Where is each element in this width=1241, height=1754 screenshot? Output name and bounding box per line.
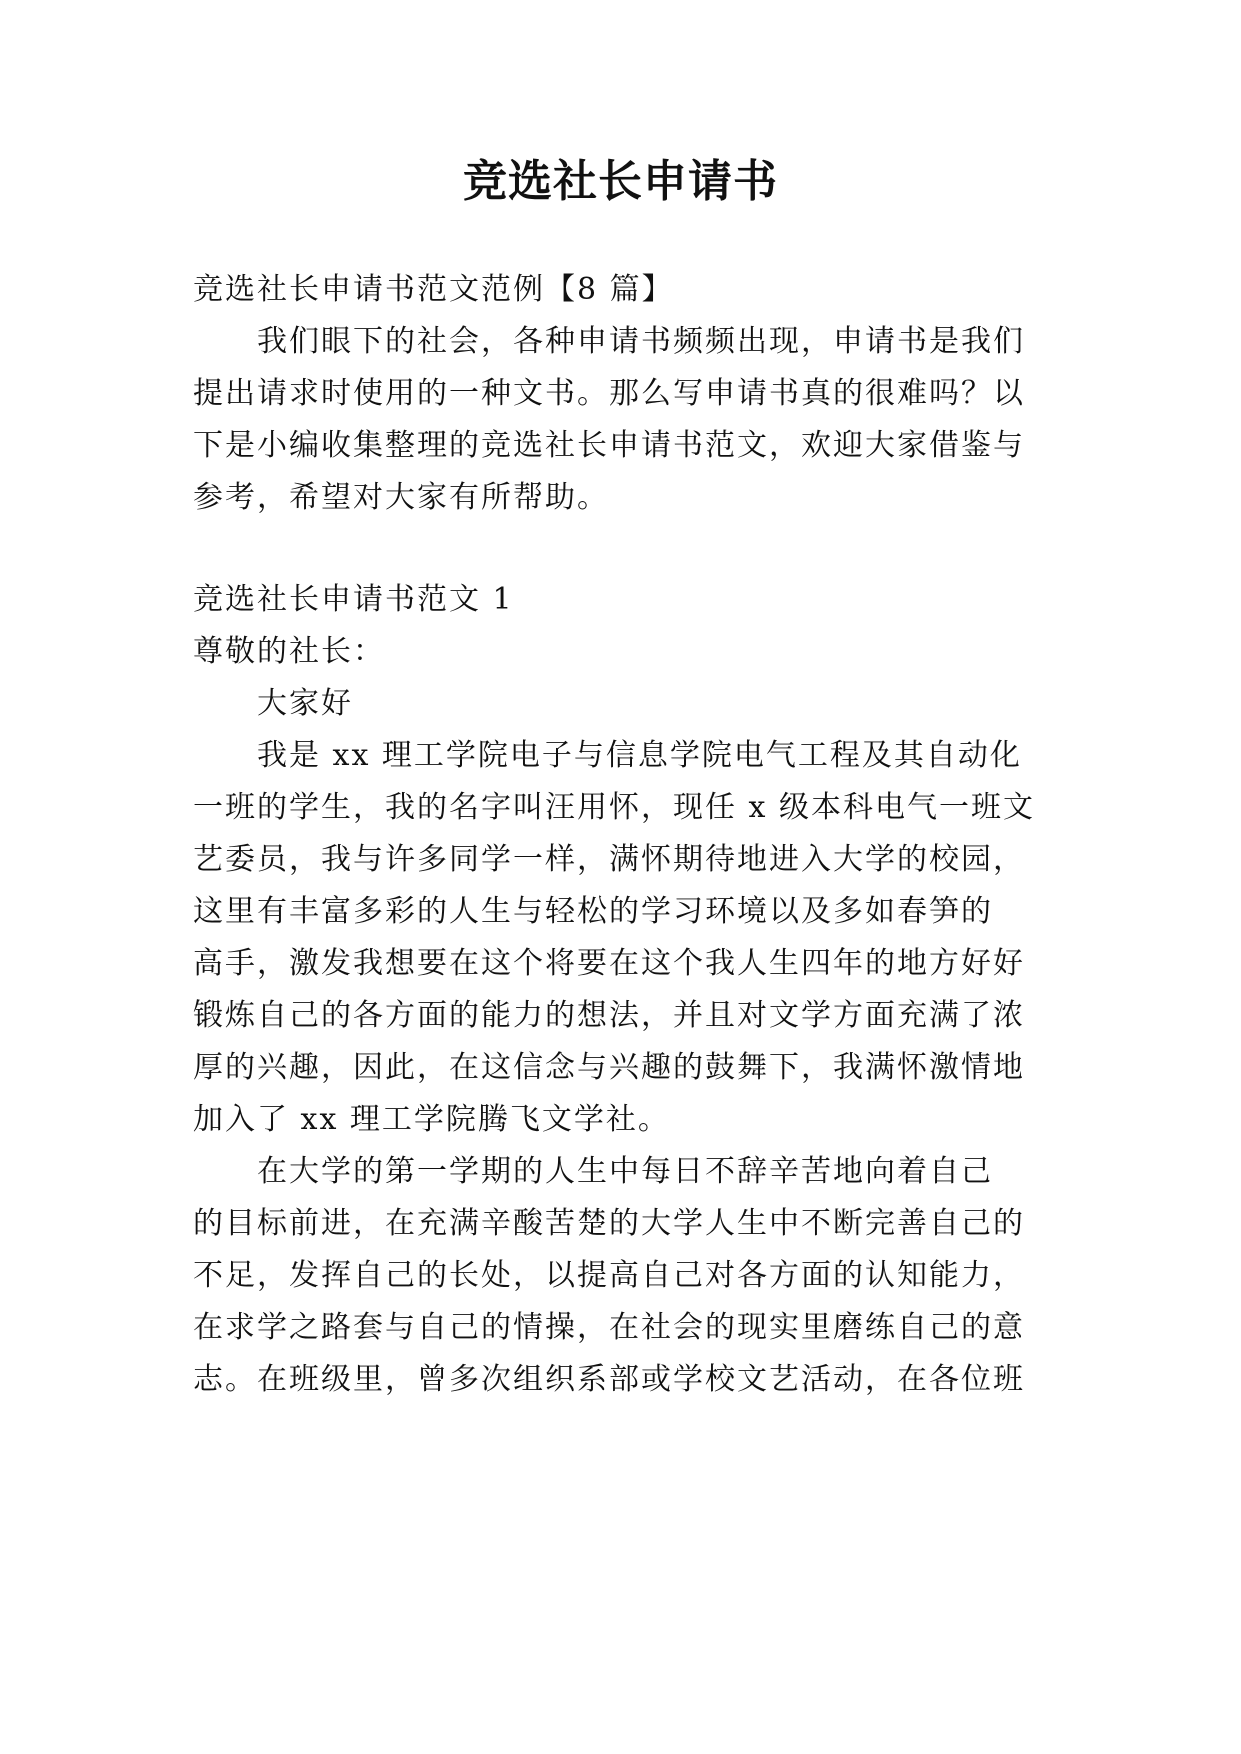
subtitle: 竞选社长申请书范文范例【8 篇】 [193, 272, 674, 307]
intro-line: 参考，希望对大家有所帮助。 [193, 480, 609, 515]
paragraph-line: 在大学的第一学期的人生中每日不辞辛苦地向着自己 [257, 1154, 993, 1189]
intro-line: 下是小编收集整理的竞选社长申请书范文，欢迎大家借鉴与 [193, 428, 1025, 463]
paragraph-line: 不足，发挥自己的长处，以提高自己对各方面的认知能力， [193, 1258, 1025, 1293]
section-heading: 竞选社长申请书范文 1 [193, 582, 514, 617]
paragraph-line: 高手，激发我想要在这个将要在这个我人生四年的地方好好 [193, 946, 1025, 981]
paragraph-line: 这里有丰富多彩的人生与轻松的学习环境以及多如春笋的 [193, 894, 993, 929]
document-title: 竞选社长申请书 [463, 156, 778, 207]
paragraph-line: 艺委员，我与许多同学一样，满怀期待地进入大学的校园， [193, 842, 1025, 877]
salutation: 尊敬的社长： [193, 634, 385, 669]
intro-line: 我们眼下的社会，各种申请书频频出现，申请书是我们 [257, 324, 1025, 359]
paragraph-line: 锻炼自己的各方面的能力的想法，并且对文学方面充满了浓 [193, 998, 1025, 1033]
paragraph-line: 加入了 xx 理工学院腾飞文学社。 [193, 1102, 670, 1137]
greeting: 大家好 [257, 686, 353, 721]
paragraph-line: 的目标前进，在充满辛酸苦楚的大学人生中不断完善自己的 [193, 1206, 1025, 1241]
paragraph-line: 一班的学生，我的名字叫汪用怀，现任 x 级本科电气一班文 [193, 790, 1035, 825]
paragraph-line: 志。在班级里，曾多次组织系部或学校文艺活动，在各位班 [193, 1362, 1025, 1397]
intro-line: 提出请求时使用的一种文书。那么写申请书真的很难吗？以 [193, 376, 1025, 411]
paragraph-line: 在求学之路套与自己的情操，在社会的现实里磨练自己的意 [193, 1310, 1025, 1345]
paragraph-line: 厚的兴趣，因此，在这信念与兴趣的鼓舞下，我满怀激情地 [193, 1050, 1025, 1085]
paragraph-line: 我是 xx 理工学院电子与信息学院电气工程及其自动化 [257, 738, 1022, 773]
